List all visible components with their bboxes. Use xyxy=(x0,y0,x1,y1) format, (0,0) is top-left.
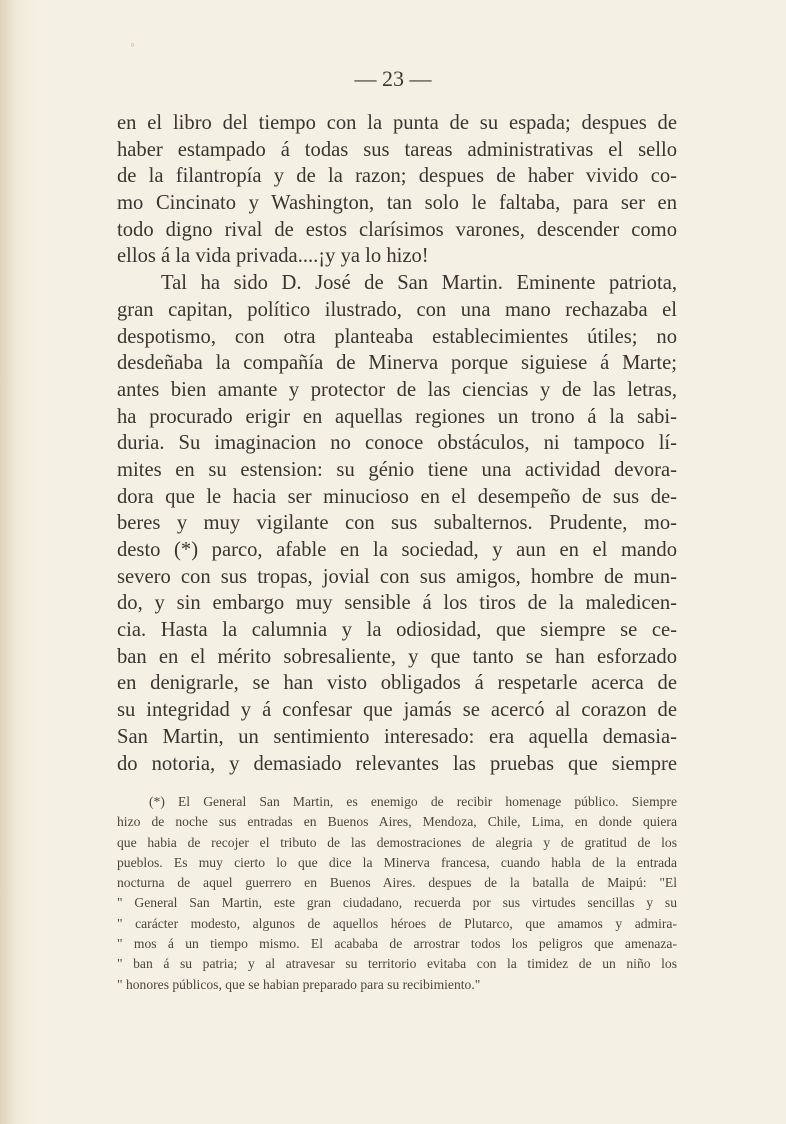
footnote-line: " mos á un tiempo mismo. El acababa de arrostrar todos los peligros que amenaza- xyxy=(117,936,677,952)
text-line: haber estampado á todas sus tareas administrativas el sello xyxy=(117,138,677,161)
footnote-line: que habia de recojer el tributo de las demostraciones de alegria y de gratitud de los xyxy=(117,834,677,850)
text-line: dora que le hacia ser minucioso en el desempeño de sus de- xyxy=(117,485,677,508)
text-line: mites en su estension: su génio tiene una actividad devora- xyxy=(117,458,677,481)
footnote-line: (*) El General San Martin, es enemigo de recibir homenage público. Siempre xyxy=(149,794,677,809)
footnote xyxy=(117,792,677,995)
footnote-line: pueblos. Es muy cierto lo que dice la Minerva francesa, cuando habla de la entrada xyxy=(117,854,677,870)
text-line: en denigrarle, se han visto obligados á respetarle acerca de xyxy=(117,672,677,695)
text-line: Tal ha sido D. José de San Martin. Eminente patriota, xyxy=(161,272,677,295)
paper-speck: ⸰ xyxy=(130,41,136,51)
text-line: desdeñaba la compañía de Minerva porque siguiese á Marte; xyxy=(117,352,677,375)
footnote-line: nocturna de aquel guerrero en Buenos Aires. despues de la batalla de Maipú: "El xyxy=(117,875,677,891)
footnote-line: hizo de noche sus entradas en Buenos Aires, Mendoza, Chile, Lima, en donde quiera xyxy=(117,814,677,830)
text-line: do notoria, y demasiado relevantes las pruebas que siempre xyxy=(117,752,677,775)
text-line: desto (*) parco, afable en la sociedad, y aun en el mando xyxy=(117,539,677,561)
text-line: mo Cincinato y Washington, tan solo le faltaba, para ser en xyxy=(117,192,677,215)
text-line: ha procurado erigir en aquellas regiones un trono á la sabi- xyxy=(117,405,677,428)
text-line: despotismo, con otra planteaba establecimientes útiles; no xyxy=(117,325,677,348)
text-line: cia. Hasta la calumnia y la odiosidad, que siempre se ce- xyxy=(117,619,677,642)
text-line: severo con sus tropas, jovial con sus amigos, hombre de mun- xyxy=(117,565,677,588)
text-line: beres y muy vigilante con sus subalternos. Prudente, mo- xyxy=(117,512,677,535)
text-line: gran capitan, político ilustrado, con una mano rechazaba el xyxy=(117,298,677,321)
footnote-line: " honores públicos, que se habian preparado para su recibimiento." xyxy=(117,976,481,992)
main-text xyxy=(117,110,677,777)
text-line: duria. Su imaginacion no conoce obstáculos, ni tampoco lí- xyxy=(117,432,677,455)
text-line: ban en el mérito sobresaliente, y que tanto se han esforzado xyxy=(117,645,677,668)
text-line: San Martin, un sentimiento interesado: era aquella demasia- xyxy=(117,725,677,748)
text-line: de la filantropía y de la razon; despues de haber vivido co- xyxy=(117,165,677,188)
page-number: — 23 — xyxy=(354,66,432,91)
text-line: antes bien amante y protector de las ciencias y de las letras, xyxy=(117,378,677,401)
text-line: do, y sin embargo muy sensible á los tiros de la maledicen- xyxy=(117,592,677,615)
footnote-line: " General San Martin, este gran ciudadano, recuerda por sus virtudes sencillas y su xyxy=(117,895,677,911)
text-line: en el libro del tiempo con la punta de su espada; despues de xyxy=(117,112,677,134)
text-line: ellos á la vida privada....¡y ya lo hizo! xyxy=(117,245,429,268)
footnote-line: " carácter modesto, algunos de aquellos héroes de Plutarco, que amamos y admira- xyxy=(117,915,677,931)
text-line: todo digno rival de estos clarísimos varones, descender como xyxy=(117,218,677,241)
footnote-line: " ban á su patria; y al atravesar su territorio evitaba con la timidez de un niño los xyxy=(117,956,677,972)
text-line: su integridad y á confesar que jamás se acercó al corazon de xyxy=(117,699,677,722)
